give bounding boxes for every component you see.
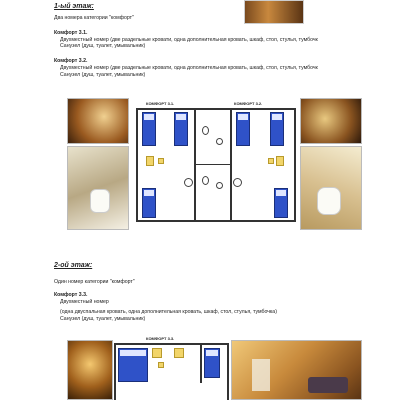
chair <box>158 158 164 164</box>
plan-wall <box>114 343 116 400</box>
toilet-icon <box>202 176 209 185</box>
plan-wall <box>196 164 230 165</box>
room32-title: Комфорт 3.2. <box>54 58 88 64</box>
floor1-plan <box>136 98 296 232</box>
room31-line2: Санузел (душ, туалет, умывальник) <box>60 43 146 49</box>
plan-wall <box>194 108 196 222</box>
chair <box>158 362 164 368</box>
plan-wall <box>230 108 232 222</box>
floor1-heading: 1-ый этаж: <box>54 3 94 10</box>
room31-title: Комфорт 3.1. <box>54 30 88 36</box>
bed <box>142 188 156 218</box>
room32-line2: Санузел (душ, туалет, умывальник) <box>60 72 146 78</box>
room-photo-bathroom-2 <box>300 146 362 230</box>
round-table-icon <box>184 178 193 187</box>
plan-wall <box>114 343 229 345</box>
plan-wall <box>200 343 202 383</box>
top-photo <box>244 0 304 24</box>
room-photo-attic <box>231 340 362 400</box>
bed <box>274 188 288 218</box>
floor2-subtitle: Один номер категории "комфорт" <box>54 279 135 285</box>
table <box>146 156 154 166</box>
plan-wall <box>136 108 138 222</box>
room33-line2: (одна двуспальная кровать, одна дополнительная кровать, шкаф, стол, стулья, тумбочка) <box>60 309 277 315</box>
bed <box>270 112 284 146</box>
room33-line1: Двухместный номер <box>60 299 109 305</box>
bed <box>204 348 220 378</box>
round-table-icon <box>233 178 242 187</box>
floor2-heading: 2-ой этаж: <box>54 262 93 269</box>
room32-line1: Двухместный номер (две раздельные кровати, одна дополнительная кровать, шкаф, стол, стулья, тумбочк <box>60 65 318 71</box>
room-photo-bedroom-1 <box>67 98 129 144</box>
room-photo-bedroom-3 <box>67 340 113 400</box>
double-bed <box>118 348 148 382</box>
plan-label-comfort-33: КОМФОРТ 3.3. <box>146 336 175 341</box>
plan-label-comfort-32: КОМФОРТ 3.2. <box>234 101 263 106</box>
plan-label-comfort-31: КОМФОРТ 3.1. <box>146 101 175 106</box>
room-photo-bathroom-1 <box>67 146 129 230</box>
table <box>276 156 284 166</box>
plan-wall <box>136 108 296 110</box>
floor1-subtitle: Два номера категории "комфорт" <box>54 15 134 21</box>
bed <box>142 112 156 146</box>
plan-wall <box>227 343 229 400</box>
bed <box>236 112 250 146</box>
room33-line3: Санузел (душ, туалет, умывальник) <box>60 316 146 322</box>
plan-wall <box>294 108 296 222</box>
chair <box>268 158 274 164</box>
room-photo-bedroom-2 <box>300 98 362 144</box>
floor2-plan <box>114 336 229 400</box>
plan-wall <box>136 220 296 222</box>
toilet-icon <box>202 126 209 135</box>
room31-line1: Двухместный номер (две раздельные кровати, одна дополнительная кровать, шкаф, стол, стулья, тумбочк <box>60 37 318 43</box>
sink-icon <box>216 138 223 145</box>
room33-title: Комфорт 3.3. <box>54 292 88 298</box>
table <box>174 348 184 358</box>
sink-icon <box>216 182 223 189</box>
bed <box>174 112 188 146</box>
table <box>152 348 162 358</box>
